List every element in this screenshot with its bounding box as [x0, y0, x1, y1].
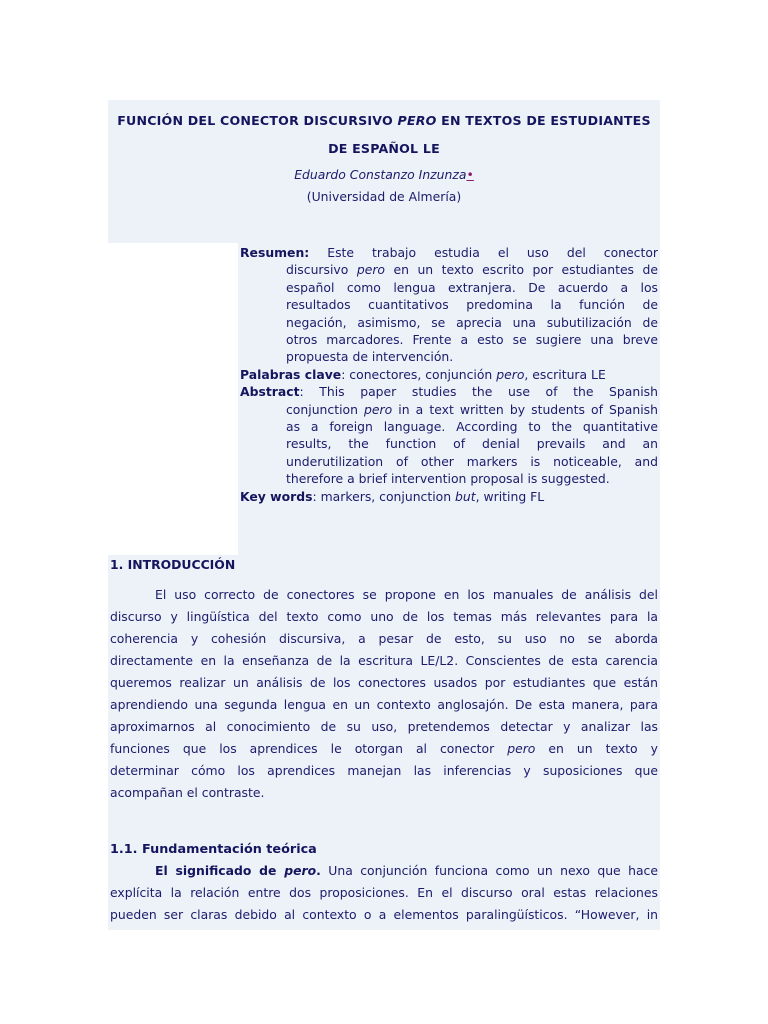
text-run: DE ESPAÑOL LE — [328, 141, 440, 156]
text-run: as a foreign language. According to the quantitative — [286, 419, 658, 434]
author-name: Eduardo Constanzo Inzunza — [294, 167, 467, 182]
text-line — [286, 297, 658, 312]
text-run: : This paper studies the use of the Spanish — [299, 384, 658, 400]
text-line — [110, 631, 658, 646]
affiliation: (Universidad de Almería) — [306, 189, 462, 204]
text-line — [110, 763, 658, 778]
text-line — [286, 419, 658, 434]
text-run: EN TEXTOS DE ESTUDIANTES — [436, 113, 651, 128]
italic-term: pero — [364, 401, 393, 417]
author — [108, 167, 660, 182]
italic-term: pero — [507, 741, 536, 756]
text-run: Este trabajo estudia el uso del conector — [309, 245, 658, 260]
text-line — [110, 675, 658, 690]
text-run: pueden ser claras debido al contexto o a elementos paralingüísticos. “However, in — [110, 907, 658, 922]
text-run: : markers, conjunction — [312, 488, 456, 504]
intro-heading: 1. INTRODUCCIÓN — [110, 557, 236, 572]
text-line — [110, 785, 658, 800]
text-line — [155, 587, 658, 602]
label-text: Key words — [240, 488, 313, 504]
label-text: El significado de — [155, 863, 285, 878]
italic-term: but — [455, 488, 476, 504]
label-text: Abstract — [240, 384, 300, 400]
text-run: , escritura LE — [524, 366, 606, 382]
text-line — [286, 436, 658, 451]
text-line — [110, 697, 658, 712]
text-run: aprendiendo una segunda lengua en un contexto anglosajón. De esta manera, para — [110, 697, 658, 712]
text-line — [240, 384, 658, 399]
text-line — [286, 315, 658, 330]
text-line — [286, 402, 658, 417]
text-run: discursivo — [286, 262, 357, 278]
author-footnote-link[interactable]: • — [466, 167, 474, 182]
text-line — [110, 741, 658, 756]
text-run: : conectores, conjunción — [341, 366, 497, 382]
text-line — [110, 907, 658, 922]
text-line — [110, 719, 658, 734]
text-run: otros marcadores. Frente a esto se sugiere una breve — [286, 332, 658, 347]
text-run: Una conjunción funciona como un nexo que hace — [320, 863, 658, 878]
text-run: in a text written by students of Spanish — [392, 401, 658, 417]
text-line — [110, 609, 658, 624]
text-run: therefore a brief intervention proposal is suggested. — [286, 471, 610, 487]
text-run: conjunction — [286, 401, 365, 417]
italic-term: pero — [356, 262, 385, 278]
title-line-1 — [108, 113, 660, 128]
text-run: resultados cuantitativos predomina la función de — [286, 297, 658, 313]
text-line — [286, 332, 658, 347]
text-run: results, the function of denial prevails and an — [286, 436, 658, 452]
text-line — [110, 885, 658, 900]
text-line — [110, 653, 658, 668]
text-run: coherencia y cohesión discursiva, a pesar de esto, su uso no se aborda — [110, 631, 658, 646]
text-run: underutilization of other markers is noticeable, and — [286, 453, 658, 469]
text-run: FUNCIÓN DEL CONECTOR DISCURSIVO — [117, 113, 398, 128]
text-line — [240, 245, 658, 260]
text-run: El uso correcto de conectores se propone en los manuales de análisis del — [155, 587, 658, 602]
text-run: propuesta de intervención. — [286, 349, 454, 365]
text-run: queremos realizar un análisis de los conectores usados por estudiantes que están — [110, 675, 658, 690]
fundamentacion-heading: 1.1. Fundamentación teórica — [110, 842, 317, 857]
text-run: español como lengua extranjera. De acuerdo a los — [286, 279, 658, 295]
text-run: aproximarnos al conocimiento de su uso, pretendemos detectar y analizar las — [110, 719, 658, 734]
label-text: pero — [284, 863, 317, 878]
text-line — [286, 280, 658, 295]
text-run: negación, asimismo, se aprecia una subutilización de — [286, 314, 658, 330]
text-line — [286, 471, 658, 486]
label-text: Palabras clave — [240, 366, 342, 382]
text-run: explícita la relación entre dos proposiciones. En el discurso oral estas relaciones — [110, 885, 658, 900]
text-run: funciones que los aprendices le otorgan al conector — [110, 741, 508, 756]
label-text: Resumen: — [240, 245, 310, 260]
text-run: directamente en la enseñanza de la escritura LE/L2. Conscientes de esta carencia — [110, 653, 658, 668]
text-run: en un texto escrito por estudiantes de — [385, 262, 658, 278]
label-text: . — [316, 863, 321, 878]
text-line — [155, 863, 658, 878]
italic-term: pero — [496, 366, 525, 382]
text-line — [286, 454, 658, 469]
title-line-2 — [108, 141, 660, 156]
text-line — [286, 262, 658, 277]
text-run: acompañan el contraste. — [110, 785, 265, 800]
text-run: determinar cómo los aprendices manejan las inferencias y suposiciones que — [110, 763, 658, 778]
text-line — [240, 367, 658, 382]
text-line — [286, 349, 658, 364]
text-run: en un texto y — [535, 741, 658, 756]
text-line — [240, 489, 658, 504]
text-run: , writing FL — [475, 488, 545, 504]
italic-term: PERO — [397, 113, 437, 128]
text-run: discurso y lingüística del texto como uno de los temas más relevantes para la — [110, 609, 658, 624]
